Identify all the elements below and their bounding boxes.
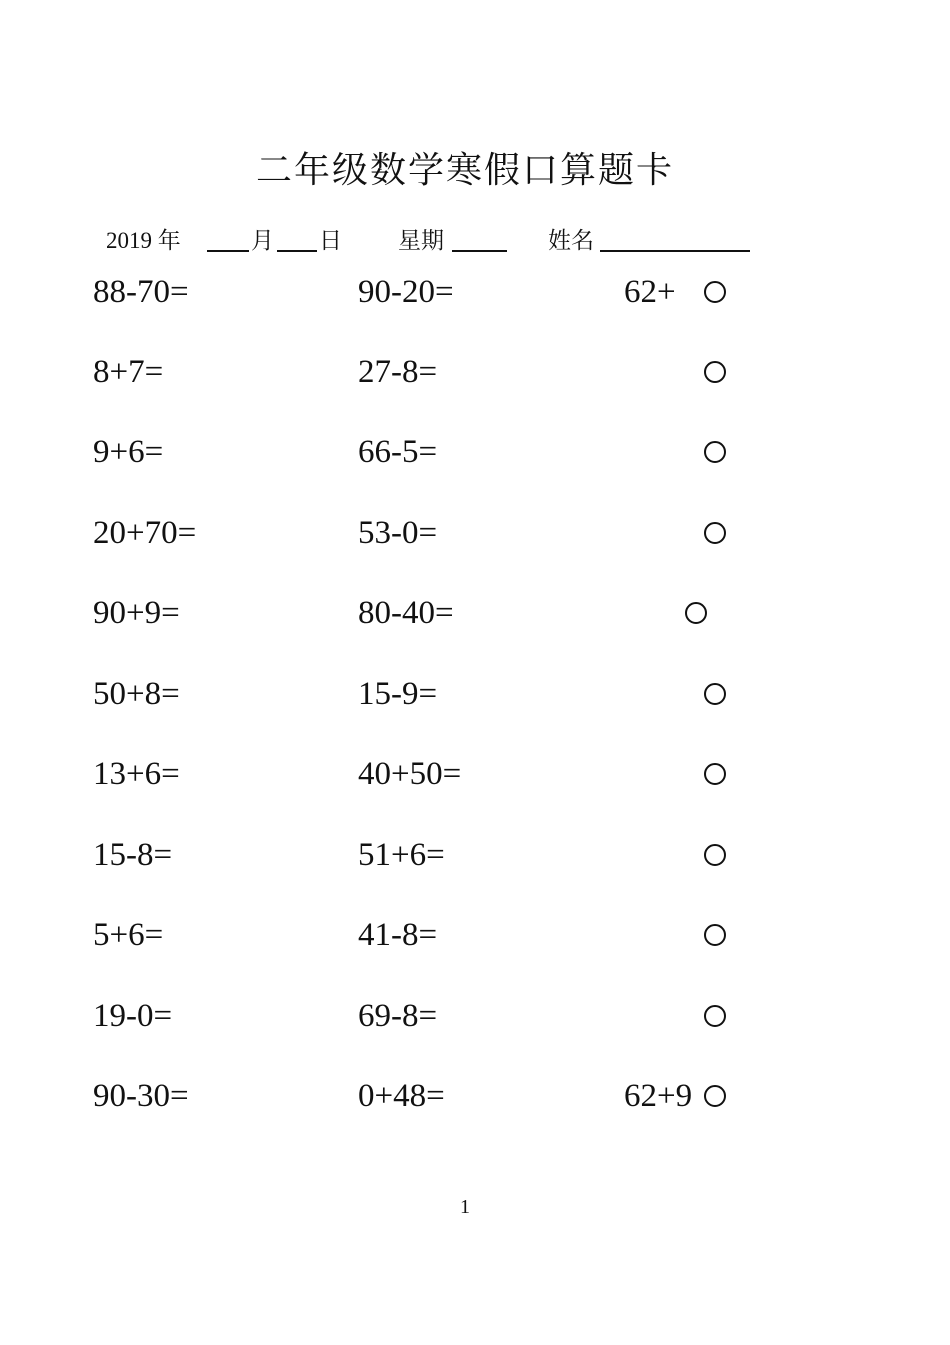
problem-col2: 40+50= [358, 756, 462, 792]
day-blank[interactable] [277, 228, 317, 252]
problem-col1: 5+6= [93, 917, 164, 953]
problem-col1: 50+8= [93, 676, 180, 712]
problem-col2: 90-20= [358, 274, 454, 310]
month-label: 月 [251, 228, 274, 253]
compare-circle[interactable] [685, 602, 707, 624]
problem-col2: 27-8= [358, 354, 438, 390]
problem-col2: 80-40= [358, 595, 454, 631]
problem-col1: 9+6= [93, 434, 164, 470]
page-number: 1 [460, 1196, 470, 1218]
problem-col1: 15-8= [93, 837, 173, 873]
compare-circle[interactable] [704, 441, 726, 463]
compare-circle[interactable] [704, 1085, 726, 1107]
compare-circle[interactable] [704, 281, 726, 303]
problem-col2: 51+6= [358, 837, 445, 873]
compare-circle[interactable] [704, 1005, 726, 1027]
problem-col1: 90+9= [93, 595, 180, 631]
problem-col1: 19-0= [93, 998, 173, 1034]
page-title: 二年级数学寒假口算题卡 [255, 150, 674, 190]
month-blank[interactable] [207, 228, 249, 252]
name-blank[interactable] [600, 228, 750, 252]
compare-circle[interactable] [704, 844, 726, 866]
problem-col2: 0+48= [358, 1078, 445, 1114]
problem-col2: 15-9= [358, 676, 438, 712]
problem-col3: 62+ [624, 274, 676, 310]
problem-col3: 62+9 [624, 1078, 693, 1114]
compare-circle[interactable] [704, 361, 726, 383]
compare-circle[interactable] [704, 522, 726, 544]
compare-circle[interactable] [704, 763, 726, 785]
problem-col2: 69-8= [358, 998, 438, 1034]
problem-col1: 88-70= [93, 274, 189, 310]
problem-col2: 53-0= [358, 515, 438, 551]
problem-col1: 8+7= [93, 354, 164, 390]
weekday-label: 星期 [398, 228, 444, 253]
compare-circle[interactable] [704, 924, 726, 946]
day-label: 日 [319, 228, 342, 253]
problem-col1: 13+6= [93, 756, 180, 792]
problem-col2: 66-5= [358, 434, 438, 470]
name-label: 姓名 [548, 228, 594, 253]
problem-col1: 90-30= [93, 1078, 189, 1114]
weekday-blank[interactable] [452, 228, 507, 252]
problem-col1: 20+70= [93, 515, 197, 551]
year-label: 2019 年 [106, 228, 181, 253]
compare-circle[interactable] [704, 683, 726, 705]
problem-col2: 41-8= [358, 917, 438, 953]
